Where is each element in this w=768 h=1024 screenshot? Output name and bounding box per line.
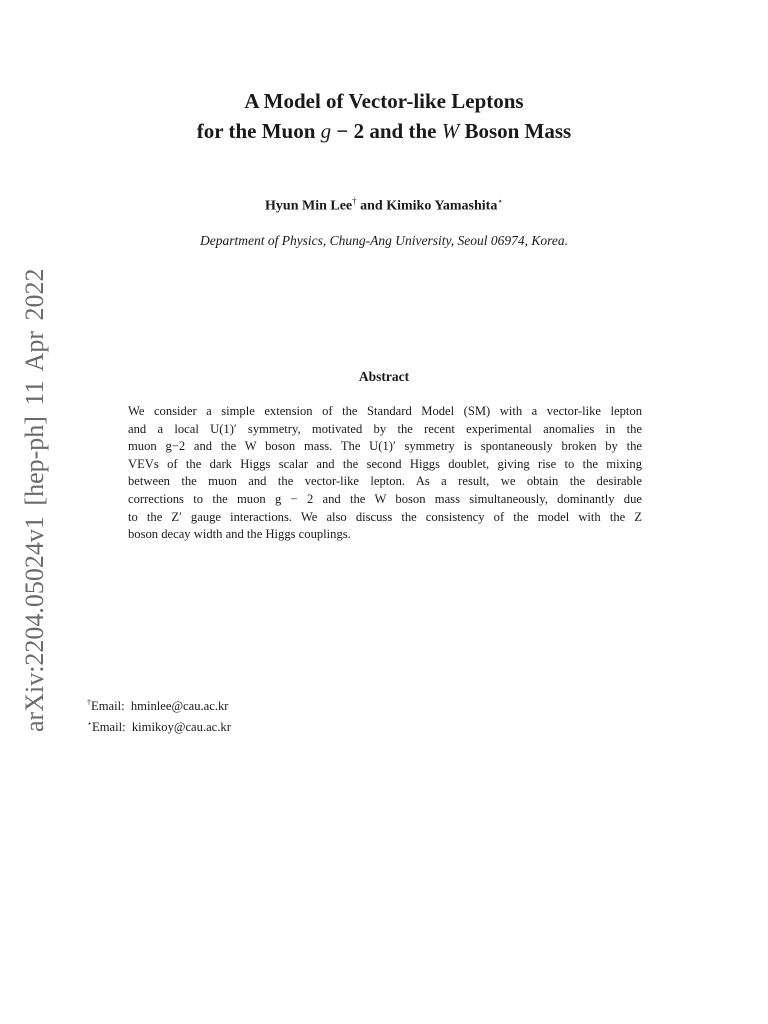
footnote-mark: †	[352, 196, 357, 206]
footnote-mark: †	[87, 698, 91, 707]
title-math: W	[441, 119, 460, 143]
email-text: Email: kimikoy@cau.ac.kr	[92, 720, 231, 735]
abstract-heading: Abstract	[358, 369, 410, 384]
footnote-mark: ⋆	[497, 196, 503, 206]
abstract-line: muon g−2 and the W boson mass. The U(1)′ symmetry is spontaneously broken by the	[128, 439, 642, 454]
email-text: Email: hminlee@cau.ac.kr	[91, 699, 229, 714]
affiliation: Department of Physics, Chung-Ang University, Seoul 06974, Korea.	[199, 233, 569, 248]
footnote-mark: ⋆	[87, 719, 93, 729]
abstract-line: between the muon and the vector-like lepton. As a result, we obtain the desirable	[128, 474, 642, 489]
title-line-1: A Model of Vector-like Leptons	[244, 89, 524, 113]
author-connector: and	[356, 198, 387, 214]
author-list	[0, 196, 768, 215]
footnote-item	[87, 694, 231, 715]
title-line-2	[0, 116, 768, 146]
paper-title	[0, 86, 768, 146]
title-text: Boson Mass	[459, 119, 572, 143]
author-name: Hyun Min Lee	[265, 198, 353, 214]
abstract-line: We consider a simple extension of the Standard Model (SM) with a vector-like lepton	[128, 404, 642, 418]
abstract-line: boson decay width and the Higgs couplings.	[128, 527, 351, 542]
title-text: for the Muon	[196, 119, 321, 143]
abstract-line: to the Z′ gauge interactions. We also discuss the consistency of the model with the Z	[128, 509, 642, 524]
footnotes	[87, 694, 231, 736]
title-text: − 2 and the	[331, 119, 442, 143]
abstract-line: VEVs of the dark Higgs scalar and the second Higgs doublet, giving rise to the mixing	[128, 456, 642, 471]
abstract-body	[128, 403, 642, 544]
abstract-line: and a local U(1)′ symmetry, motivated by the recent experimental anomalies in the	[128, 421, 642, 436]
abstract-line: corrections to the muon g − 2 and the W boson mass simultaneously, dominantly due	[128, 491, 642, 506]
title-math: g	[320, 119, 332, 143]
arxiv-identifier-stamp: arXiv:2204.05024v1 [hep-ph] 11 Apr 2022	[20, 268, 49, 732]
author-name: Kimiko Yamashita	[386, 198, 498, 214]
footnote-item	[87, 715, 231, 736]
